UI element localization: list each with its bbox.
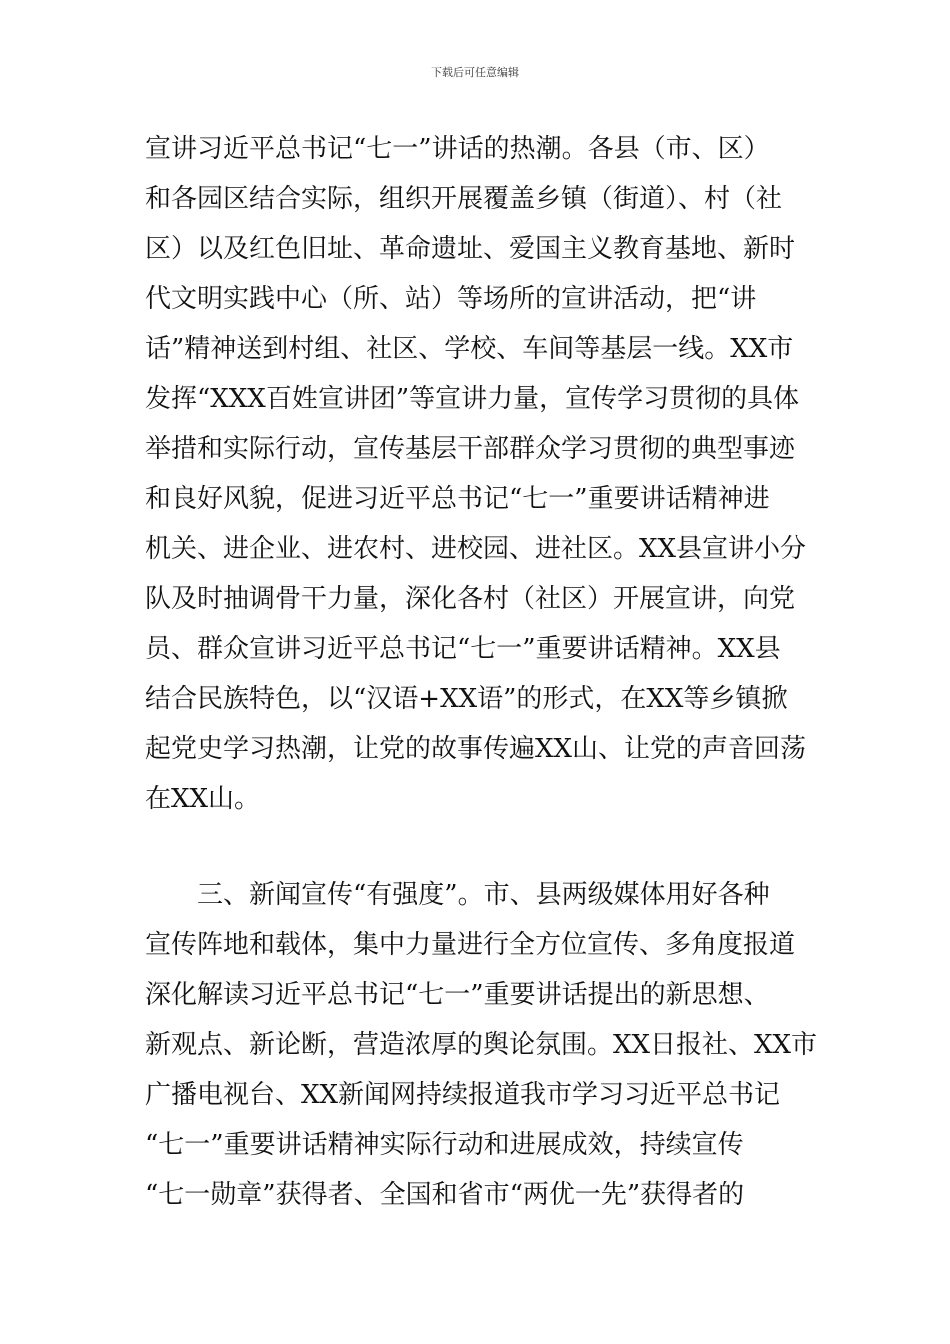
text-line: 发挥“XXX百姓宣讲团”等宣讲力量，宣传学习贯彻的具体 [145, 384, 800, 414]
text-line: 机关、进企业、进农村、进校园、进社区。XX县宣讲小分 [145, 534, 807, 564]
text-line: 起党史学习热潮，让党的故事传遍XX山、让党的声音回荡 [145, 734, 807, 764]
text-line: 区）以及红色旧址、革命遗址、爱国主义教育基地、新时 [145, 234, 796, 264]
paragraph-2 [145, 870, 825, 1220]
text-line: 深化解读习近平总书记“七一”重要讲话提出的新思想、 [145, 980, 770, 1010]
text-line: 宣讲习近平总书记“七一”讲话的热潮。各县（市、区） [145, 134, 770, 164]
text-line: 结合民族特色，以“汉语+XX语”的形式，在XX等乡镇掀 [145, 684, 788, 714]
text-line: 队及时抽调骨干力量，深化各村（社区）开展宣讲，向党 [145, 584, 796, 614]
paragraph-1 [145, 124, 825, 824]
text-line: 员、群众宣讲习近平总书记“七一”重要讲话精神。XX县 [145, 634, 781, 664]
text-line: “七一”重要讲话精神实际行动和进展成效，持续宣传 [145, 1130, 744, 1160]
header-note: 下载后可任意编辑 [431, 66, 519, 79]
text-line: “七一勋章”获得者、全国和省市“两优一先”获得者的 [145, 1180, 745, 1210]
text-line: 举措和实际行动，宣传基层干部群众学习贯彻的典型事迹 [145, 434, 796, 464]
text-line: 在XX山。 [145, 784, 261, 814]
text-line: 和良好风貌，促进习近平总书记“七一”重要讲话精神进 [145, 484, 770, 514]
text-line: 新观点、新论断，营造浓厚的舆论氛围。XX日报社、XX市 [145, 1030, 818, 1060]
text-line: 和各园区结合实际，组织开展覆盖乡镇（街道）、村（社 [145, 184, 783, 214]
text-line: 三、新闻宣传“有强度”。市、县两级媒体用好各种 [145, 880, 770, 910]
text-line: 宣传阵地和载体，集中力量进行全方位宣传、多角度报道 [145, 930, 796, 960]
text-line: 话”精神送到村组、社区、学校、车间等基层一线。XX市 [145, 334, 794, 364]
text-line: 代文明实践中心（所、站）等场所的宣讲活动，把“讲 [145, 284, 757, 314]
text-line: 广播电视台、XX新闻网持续报道我市学习习近平总书记 [145, 1080, 781, 1110]
